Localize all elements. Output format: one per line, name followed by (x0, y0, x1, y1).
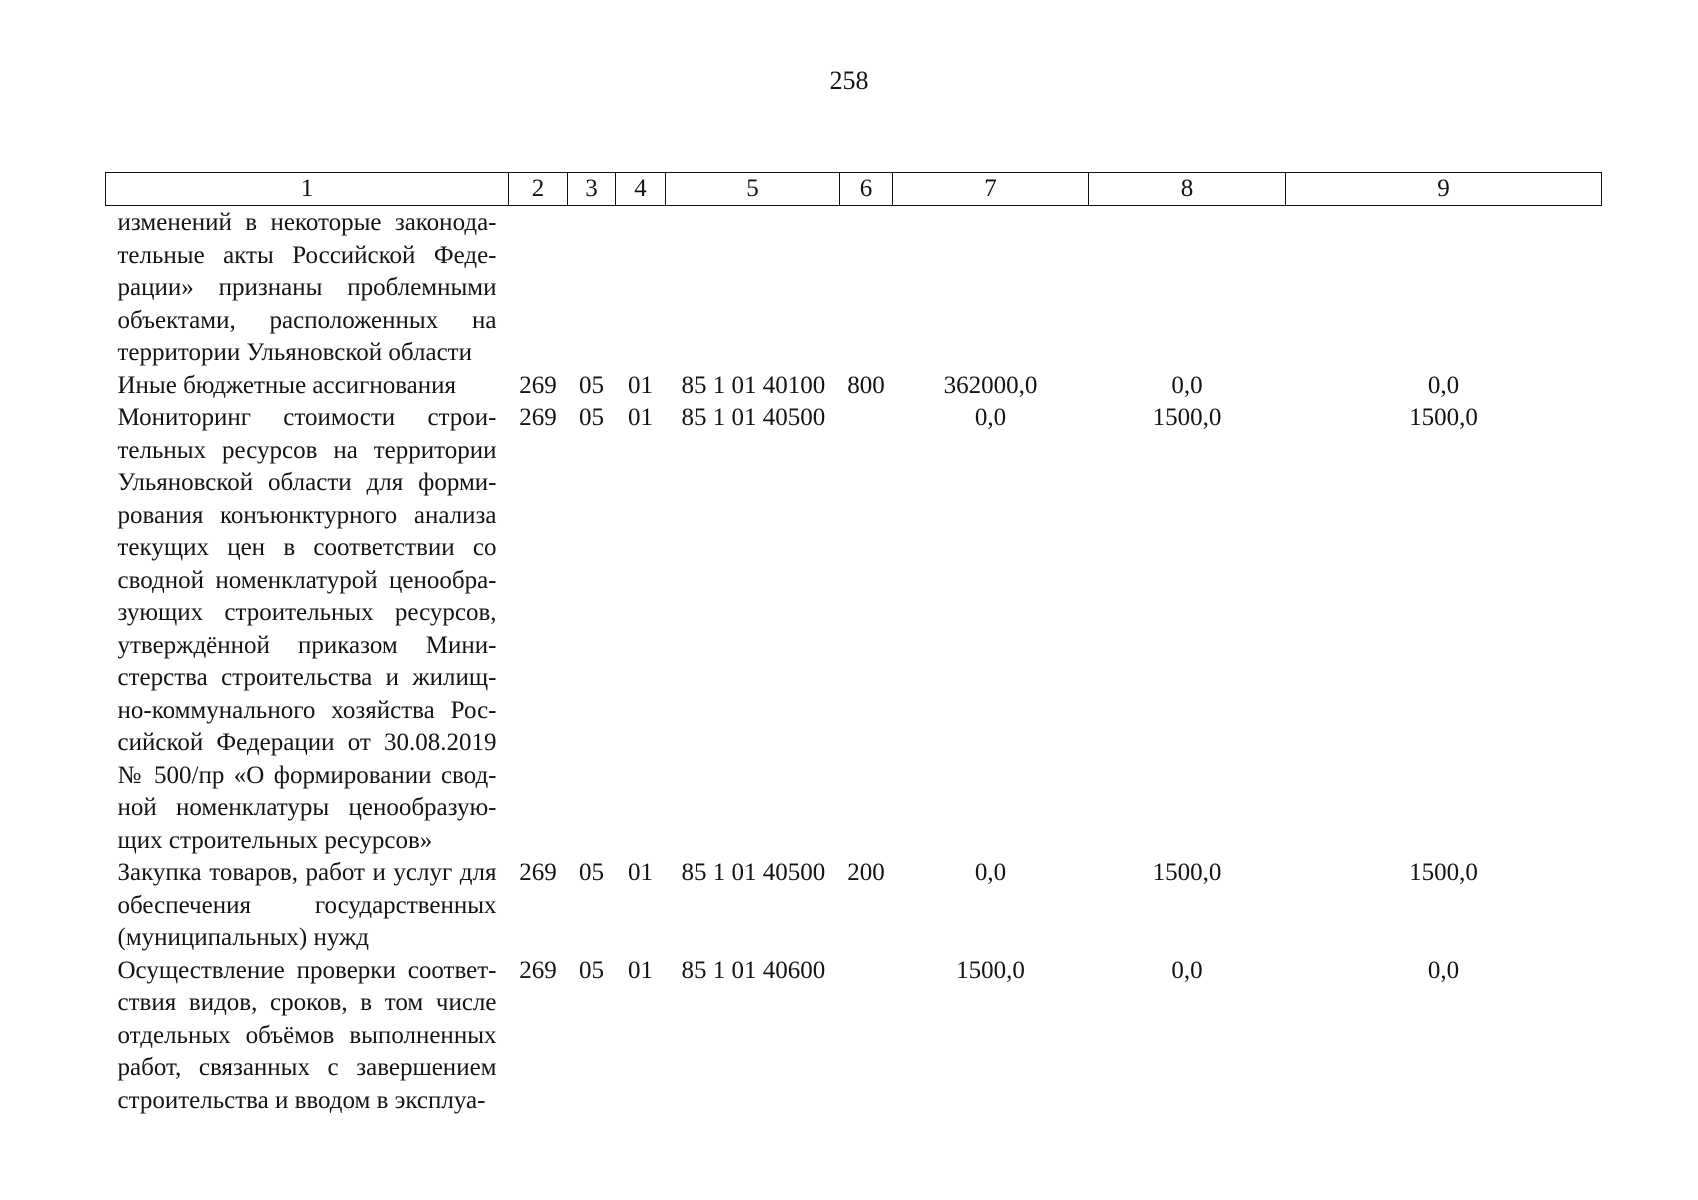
cell-amount-col9: 1500,0 (1409, 859, 1478, 886)
cell-amount-col7: 0,0 (974, 404, 1007, 431)
column-header: 1 (106, 173, 509, 206)
cell-amount-col7: 1500,0 (956, 956, 1025, 984)
cell-amount-col7 (893, 206, 1089, 370)
cell-amount-col8: 0,0 (1171, 956, 1203, 984)
page-number: 258 (829, 66, 869, 95)
row-name: Осуществление проверки соответ-ствия видов, сроков, в том числе отдельных объёмов выполненных работ, связанных с завершением строительства и вводом в эксплуа- (117, 956, 497, 1114)
cell-section: 05 (579, 404, 604, 431)
cell-expense-type (840, 206, 893, 370)
cell-target-article: 85 1 01 40600 (681, 956, 826, 984)
cell-section: 05 (579, 859, 604, 886)
cell-amount-col8: 0,0 (1171, 371, 1203, 399)
cell-subsection: 01 (628, 404, 653, 431)
column-header: 3 (568, 173, 616, 206)
column-header: 9 (1286, 173, 1602, 206)
column-header: 8 (1089, 173, 1286, 206)
cell-admin-code: 269 (519, 956, 557, 984)
cell-amount-col9 (1286, 206, 1602, 370)
column-header: 6 (840, 173, 893, 206)
cell-amount-col7: 362000,0 (943, 371, 1038, 399)
table-row (106, 857, 1602, 955)
row-name: Иные бюджетные ассигнования (117, 371, 457, 399)
cell-subsection: 01 (628, 859, 653, 886)
cell-target-article: 85 1 01 40100 (681, 371, 826, 399)
cell-amount-col8 (1089, 206, 1286, 370)
cell-expense-type (840, 955, 893, 1118)
cell-target-article: 85 1 01 40500 (681, 859, 826, 886)
cell-subsection: 01 (628, 956, 653, 984)
column-header: 4 (616, 173, 666, 206)
cell-admin-code: 269 (519, 404, 557, 431)
cell-amount-col9: 0,0 (1427, 956, 1460, 984)
column-header: 7 (893, 173, 1089, 206)
row-name: Мониторинг стоимости строи-тельных ресурсов на территории Ульяновской области для форми-рования конъюнктурного анализа текущих цен в соответствии со сводной номенклатурой ценообра-зующих строительных ресурсов, утверждённой приказом Мини-стерства строительства и жилищ-но-коммунального хозяйства Рос-сийской Федерации от 30.08.2019 № 500/пр «О формировании свод-ной номенклатуры ценообразую-щих строительных ресурсов» (117, 404, 497, 854)
cell-expense-type: 200 (847, 859, 885, 886)
table-row (106, 206, 1602, 370)
cell-expense-type: 800 (847, 371, 885, 399)
header-row (106, 173, 1602, 206)
cell-section: 05 (579, 371, 604, 399)
cell-subsection: 01 (628, 371, 653, 399)
cell-section (568, 206, 616, 370)
cell-target-article (666, 206, 840, 370)
cell-amount-col9: 1500,0 (1409, 404, 1478, 431)
cell-expense-type (840, 402, 893, 857)
cell-subsection (616, 206, 666, 370)
cell-admin-code: 269 (519, 371, 557, 399)
cell-target-article: 85 1 01 40500 (681, 404, 826, 431)
cell-amount-col7: 0,0 (974, 859, 1007, 886)
cell-amount-col8: 1500,0 (1152, 859, 1222, 886)
column-header: 5 (666, 173, 840, 206)
cell-admin-code: 269 (519, 859, 557, 886)
cell-amount-col8: 1500,0 (1152, 404, 1222, 431)
cell-section: 05 (579, 956, 604, 984)
table-row (106, 955, 1602, 1118)
table-row (106, 370, 1602, 403)
table-row (106, 402, 1602, 857)
cell-admin-code (509, 206, 568, 370)
row-name: изменений в некоторые законода-тельные акты Российской Феде-рации» признаны проблемными объектами, расположенных на территории Ульяновской области (117, 209, 497, 366)
cell-amount-col9: 0,0 (1427, 371, 1460, 399)
budget-table (105, 172, 1602, 1117)
row-name: Закупка товаров, работ и услуг для обеспечения государственных (муниципальных) нужд (117, 859, 497, 951)
column-header: 2 (509, 173, 568, 206)
